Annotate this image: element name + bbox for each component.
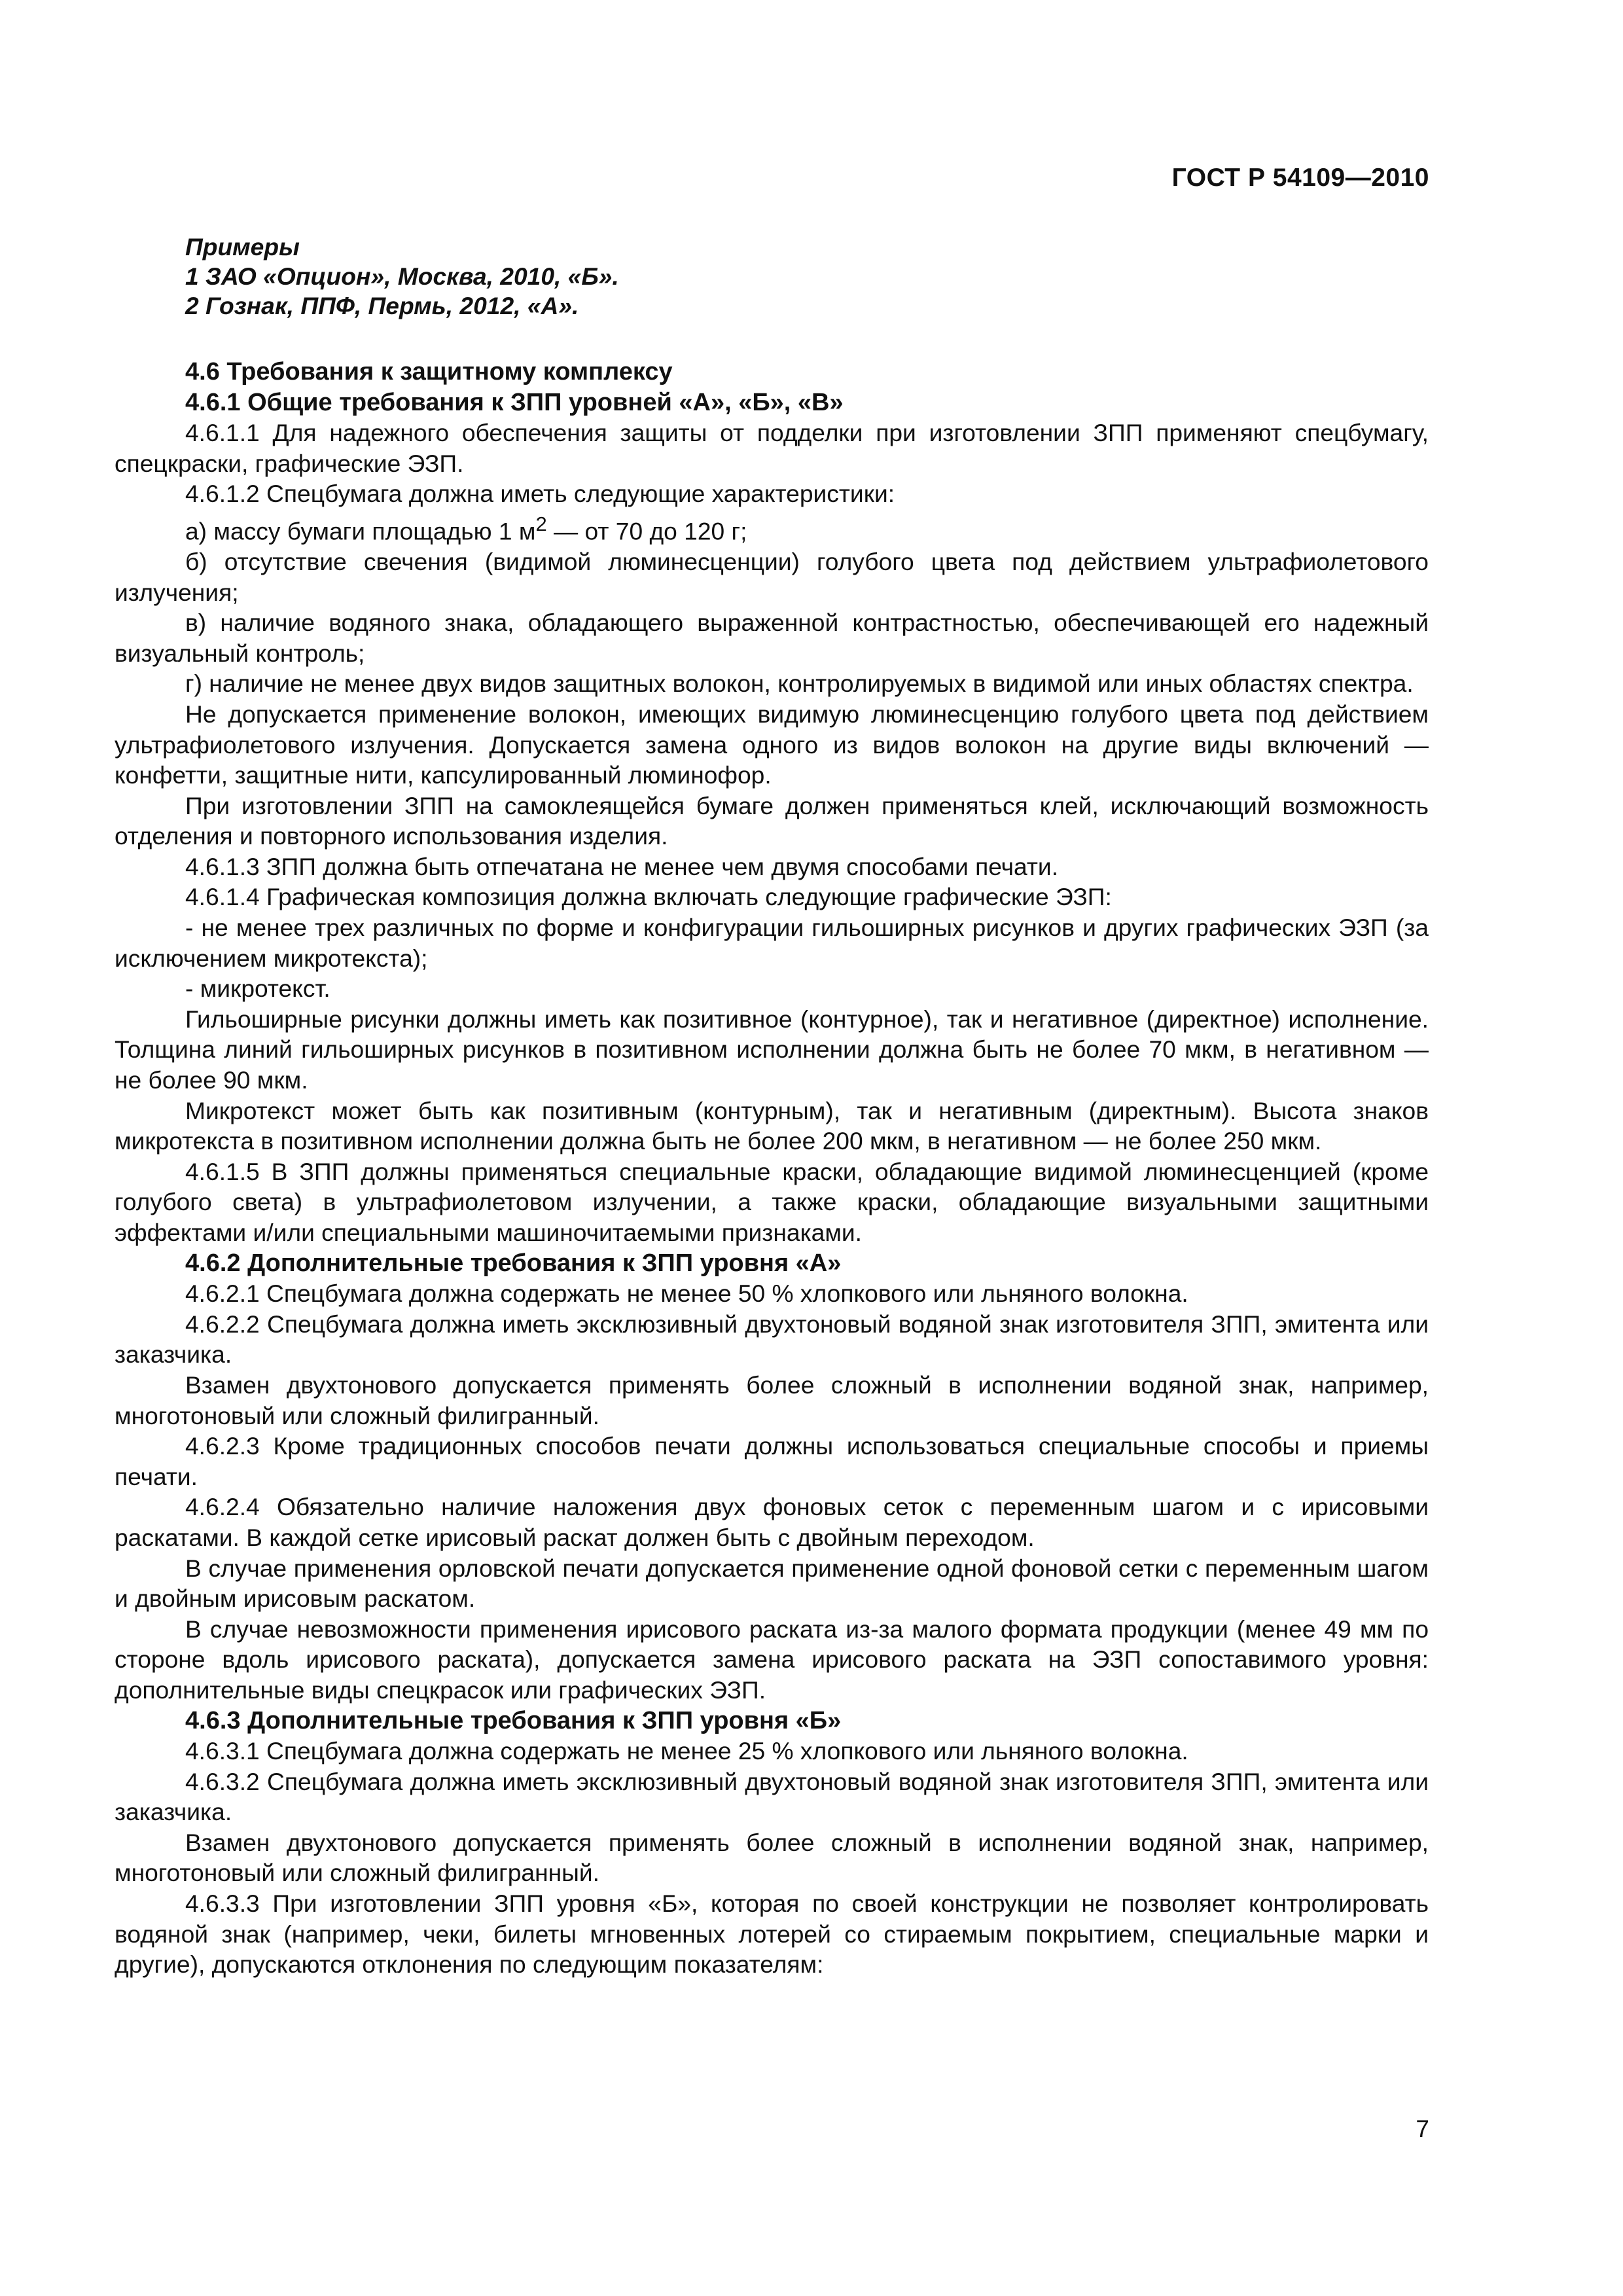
examples-title: Примеры	[185, 233, 300, 260]
list-item-a	[115, 509, 1429, 547]
paragraph-4-6-3-1: 4.6.3.1 Спецбумага должна содержать не менее 25 % хлопкового или льняного волокна.	[185, 1737, 1188, 1765]
paragraph-microtext: Микротекст может быть как позитивным (контурным), так и негативным (директным). Высота знаков микротекста в позитивном исполнении должна быть не более 200 мкм, в негативном — не более 250 мкм.	[115, 1096, 1429, 1155]
paragraph-guilloche: Гильоширные рисунки должны иметь как позитивное (контурное), так и негативное (директное) исполнение. Толщина линий гильоширных рисунков в позитивном исполнении должна быть не более 70 мкм, в негативном — не более 90 мкм.	[115, 1005, 1429, 1094]
paragraph-4-6-2-2-alt: Взамен двухтонового допускается применять более сложный в исполнении водяной знак, например, многотоновый или сложный филигранный.	[115, 1371, 1429, 1429]
paragraph-glue: При изготовлении ЗПП на самоклеящейся бумаге должен применяться клей, исключающий возможность отделения и повторного использования изделия.	[115, 791, 1429, 850]
paragraph-4-6-3-2-alt: Взамен двухтонового допускается применять более сложный в исполнении водяной знак, например, многотоновый или сложный филигранный.	[115, 1828, 1429, 1887]
page-content	[115, 232, 1429, 1980]
dash-item-microtext: - микротекст.	[185, 975, 330, 1003]
paragraph-4-6-1-4: 4.6.1.4 Графическая композиция должна включать следующие графические ЭЗП:	[185, 883, 1112, 911]
list-item-a-tail: — от 70 до 120 г;	[546, 517, 747, 545]
paragraph-4-6-1-1: 4.6.1.1 Для надежного обеспечения защиты от подделки при изготовлении ЗПП применяют спецбумагу, спецкраски, графические ЭЗП.	[115, 419, 1429, 477]
document-code: ГОСТ Р 54109—2010	[1171, 164, 1429, 192]
paragraph-orlov: В случае применения орловской печати допускается применение одной фоновой сетки с переменным шагом и двойным ирисовым раскатом.	[115, 1554, 1429, 1613]
section-heading-4-6: 4.6 Требования к защитному комплексу	[185, 358, 673, 386]
example-item: 2 Гознак, ППФ, Пермь, 2012, «А».	[185, 292, 579, 319]
dash-item-guilloche: - не менее трех различных по форме и конфигурации гильоширных рисунков и других графических ЭЗП (за исключением микротекста);	[115, 914, 1429, 972]
paragraph-4-6-2-2: 4.6.2.2 Спецбумага должна иметь эксклюзивный двухтоновый водяной знак изготовителя ЗПП, эмитента или заказчика.	[115, 1310, 1429, 1369]
examples-block	[115, 232, 1429, 321]
section-heading-4-6-2: 4.6.2 Дополнительные требования к ЗПП уровня «А»	[185, 1249, 842, 1277]
paragraph-small-format: В случае невозможности применения ирисового раската из-за малого формата продукции (менее 49 мм по стороне вдоль ирисового раската), допускается замена ирисового раската на ЭЗП сопоставимого уровня: дополнительные виды спецкрасок или графических ЭЗП.	[115, 1615, 1429, 1704]
paragraph-4-6-3-2: 4.6.3.2 Спецбумага должна иметь эксклюзивный двухтоновый водяной знак изготовителя ЗПП, эмитента или заказчика.	[115, 1767, 1429, 1826]
paragraph-4-6-1-2: 4.6.1.2 Спецбумага должна иметь следующие характеристики:	[185, 480, 895, 508]
list-item-b: б) отсутствие свечения (видимой люминесценции) голубого цвета под действием ультрафиолетового излучения;	[115, 547, 1429, 606]
section-heading-4-6-1: 4.6.1 Общие требования к ЗПП уровней «А», «Б», «В»	[185, 388, 844, 416]
list-item-v: в) наличие водяного знака, обладающего выраженной контрастностью, обеспечивающей его надежный визуальный контроль;	[115, 609, 1429, 667]
page-number: 7	[1416, 2115, 1429, 2142]
section-heading-4-6-3: 4.6.3 Дополнительные требования к ЗПП уровня «Б»	[185, 1706, 842, 1734]
paragraph-4-6-2-1: 4.6.2.1 Спецбумага должна содержать не менее 50 % хлопкового или льняного волокна.	[185, 1280, 1188, 1308]
list-item-g: г) наличие не менее двух видов защитных волокон, контролируемых в видимой или иных областях спектра.	[185, 670, 1414, 698]
example-item: 1 ЗАО «Опцион», Москва, 2010, «Б».	[185, 262, 619, 290]
paragraph-fibers: Не допускается применение волокон, имеющих видимую люминесценцию голубого цвета под действием ультрафиолетового излучения. Допускается замена одного из видов волокон на другие виды включений — конфетти, защитные нити, капсулированный люминофор.	[115, 700, 1429, 789]
paragraph-4-6-2-4: 4.6.2.4 Обязательно наличие наложения двух фоновых сеток с переменным шагом и с ирисовыми раскатами. В каждой сетке ирисовый раскат должен быть с двойным переходом.	[115, 1493, 1429, 1551]
superscript-2: 2	[535, 512, 547, 535]
paragraph-4-6-3-3: 4.6.3.3 При изготовлении ЗПП уровня «Б», которая по своей конструкции не позволяет контролировать водяной знак (например, чеки, билеты мгновенных лотерей со стираемым покрытием, специальные марки и другие), допускаются отклонения по следующим показателям:	[115, 1890, 1429, 1979]
paragraph-4-6-1-5: 4.6.1.5 В ЗПП должны применяться специальные краски, обладающие видимой люминесценцией (кроме голубого света) в ультрафиолетовом излучении, а также краски, обладающие визуальными защитными эффектами и/или специальными машиночитаемыми признаками.	[115, 1157, 1429, 1247]
paragraph-4-6-1-3: 4.6.1.3 ЗПП должна быть отпечатана не менее чем двумя способами печати.	[185, 852, 1059, 880]
list-item-a-text: а) массу бумаги площадью 1 м	[185, 517, 536, 545]
paragraph-4-6-2-3: 4.6.2.3 Кроме традиционных способов печати должны использоваться специальные способы и приемы печати.	[115, 1432, 1429, 1490]
